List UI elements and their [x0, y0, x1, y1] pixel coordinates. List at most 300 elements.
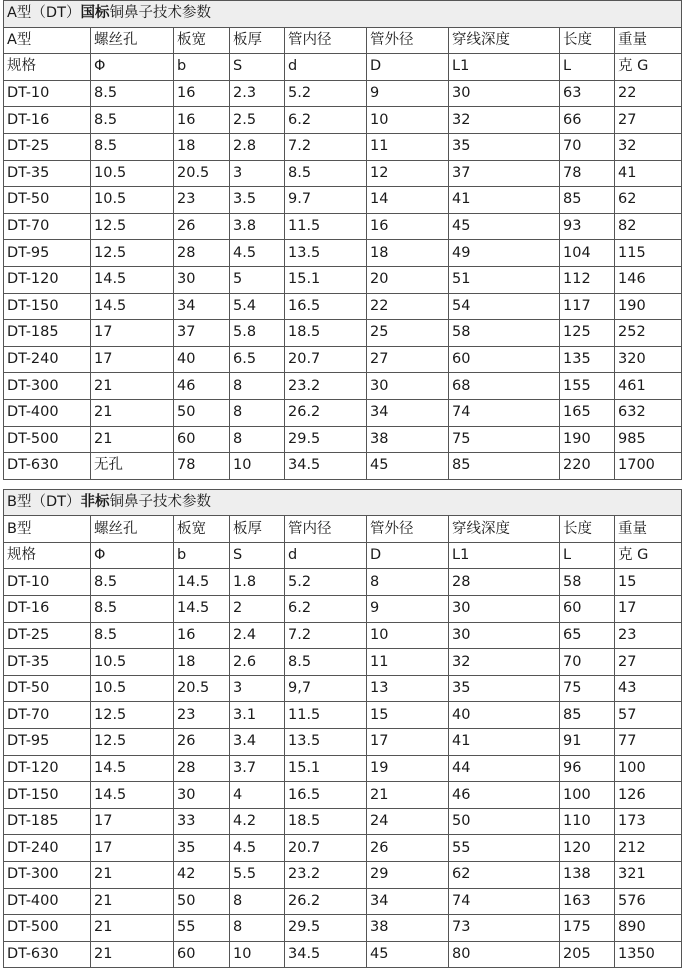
- table-cell: 34.5: [285, 941, 367, 968]
- table-cell: 75: [560, 675, 615, 702]
- table-cell: b: [174, 542, 230, 569]
- table-cell: 17: [91, 320, 174, 347]
- table-cell: 20.7: [285, 346, 367, 373]
- table-cell: 28: [174, 240, 230, 267]
- table-cell: 165: [560, 399, 615, 426]
- table-cell: 80: [449, 941, 560, 968]
- table-cell: 15.1: [285, 266, 367, 293]
- table-b-title-suffix: 铜鼻子技术参数: [109, 493, 211, 510]
- table-cell: DT-95: [4, 729, 91, 756]
- table-cell: 74: [449, 888, 560, 915]
- table-cell: 11.5: [285, 702, 367, 729]
- table-cell: 40: [449, 702, 560, 729]
- table-cell: 10: [230, 941, 285, 968]
- table-cell: 18.5: [285, 808, 367, 835]
- table-cell: 3: [230, 675, 285, 702]
- table-cell: 35: [449, 133, 560, 160]
- table-cell: 34: [367, 399, 449, 426]
- table-cell: 14.5: [174, 596, 230, 623]
- table-cell: 2.5: [230, 107, 285, 134]
- table-cell: 32: [449, 649, 560, 676]
- table-cell: DT-240: [4, 835, 91, 862]
- table-cell: 26: [174, 729, 230, 756]
- table-cell: L: [560, 542, 615, 569]
- symbol-row: [4, 54, 682, 81]
- table-cell: 50: [174, 399, 230, 426]
- table-cell: 43: [615, 675, 682, 702]
- table-cell: S: [230, 54, 285, 81]
- table-row: [4, 675, 682, 702]
- table-cell: 220: [560, 453, 615, 480]
- table-cell: 45: [367, 453, 449, 480]
- table-cell: 100: [615, 755, 682, 782]
- table-cell: 28: [449, 569, 560, 596]
- table-cell: 16: [174, 622, 230, 649]
- table-cell: 7.2: [285, 622, 367, 649]
- table-cell: DT-630: [4, 453, 91, 480]
- table-cell: 21: [91, 399, 174, 426]
- table-cell: 21: [91, 373, 174, 400]
- table-cell: 21: [91, 888, 174, 915]
- table-cell: 板宽: [174, 27, 230, 54]
- table-cell: 51: [449, 266, 560, 293]
- table-cell: 9.7: [285, 187, 367, 214]
- table-cell: 长度: [560, 27, 615, 54]
- table-cell: 管外径: [367, 27, 449, 54]
- table-cell: 8.5: [91, 622, 174, 649]
- table-cell: 管内径: [285, 516, 367, 543]
- table-cell: 14.5: [91, 266, 174, 293]
- table-cell: 2.8: [230, 133, 285, 160]
- table-cell: 17: [615, 596, 682, 623]
- table-cell: 104: [560, 240, 615, 267]
- table-cell: 58: [449, 320, 560, 347]
- table-cell: 54: [449, 293, 560, 320]
- table-cell: 9: [367, 596, 449, 623]
- table-cell: 板厚: [230, 27, 285, 54]
- table-cell: DT-35: [4, 160, 91, 187]
- table-cell: DT-120: [4, 266, 91, 293]
- table-cell: 40: [174, 346, 230, 373]
- table-row: [4, 622, 682, 649]
- table-cell: 13: [367, 675, 449, 702]
- table-cell: 4: [230, 782, 285, 809]
- table-cell: 125: [560, 320, 615, 347]
- table-cell: 8: [367, 569, 449, 596]
- table-cell: DT-400: [4, 888, 91, 915]
- table-cell: 17: [91, 835, 174, 862]
- table-cell: 576: [615, 888, 682, 915]
- table-cell: 3.7: [230, 755, 285, 782]
- table-cell: 85: [449, 453, 560, 480]
- table-cell: 58: [560, 569, 615, 596]
- header-row: [4, 27, 682, 54]
- table-cell: DT-25: [4, 622, 91, 649]
- table-cell: DT-35: [4, 649, 91, 676]
- table-cell: 8: [230, 915, 285, 942]
- table-cell: 112: [560, 266, 615, 293]
- table-cell: DT-95: [4, 240, 91, 267]
- table-cell: 16.5: [285, 782, 367, 809]
- table-row: [4, 107, 682, 134]
- table-cell: 22: [367, 293, 449, 320]
- table-cell: S: [230, 542, 285, 569]
- table-cell: 30: [449, 596, 560, 623]
- table-cell: 20: [367, 266, 449, 293]
- table-cell: 66: [560, 107, 615, 134]
- table-cell: 60: [174, 426, 230, 453]
- table-cell: 30: [367, 373, 449, 400]
- table-cell: DT-120: [4, 755, 91, 782]
- table-cell: 13.5: [285, 729, 367, 756]
- table-cell: 3.5: [230, 187, 285, 214]
- table-cell: 6.5: [230, 346, 285, 373]
- table-cell: 3.8: [230, 213, 285, 240]
- table-cell: 321: [615, 862, 682, 889]
- table-cell: 75: [449, 426, 560, 453]
- table-b-title-row: [4, 489, 682, 516]
- table-cell: 10: [367, 107, 449, 134]
- table-cell: 12.5: [91, 729, 174, 756]
- table-cell: 21: [91, 915, 174, 942]
- table-cell: 82: [615, 213, 682, 240]
- table-cell: 11: [367, 133, 449, 160]
- table-cell: 23: [615, 622, 682, 649]
- table-row: [4, 755, 682, 782]
- table-cell: 27: [367, 346, 449, 373]
- table-cell: 42: [174, 862, 230, 889]
- table-cell: 30: [449, 622, 560, 649]
- table-cell: 41: [449, 187, 560, 214]
- table-cell: DT-500: [4, 915, 91, 942]
- table-row: [4, 835, 682, 862]
- table-cell: 96: [560, 755, 615, 782]
- table-cell: 无孔: [91, 453, 174, 480]
- table-cell: 17: [367, 729, 449, 756]
- table-cell: 9,7: [285, 675, 367, 702]
- table-cell: 37: [174, 320, 230, 347]
- table-cell: 2.6: [230, 649, 285, 676]
- table-cell: 890: [615, 915, 682, 942]
- table-cell: DT-150: [4, 293, 91, 320]
- table-cell: 长度: [560, 516, 615, 543]
- table-b-title-nonstandard: 非标: [80, 493, 110, 510]
- table-cell: 93: [560, 213, 615, 240]
- table-cell: 4.5: [230, 835, 285, 862]
- table-cell: 2.4: [230, 622, 285, 649]
- table-cell: 重量: [615, 27, 682, 54]
- table-cell: 16.5: [285, 293, 367, 320]
- table-cell: 1350: [615, 941, 682, 968]
- symbol-row: [4, 542, 682, 569]
- table-cell: 65: [560, 622, 615, 649]
- table-cell: 16: [174, 80, 230, 107]
- table-cell: 3.1: [230, 702, 285, 729]
- table-cell: 49: [449, 240, 560, 267]
- table-cell: DT-25: [4, 133, 91, 160]
- table-cell: 30: [174, 782, 230, 809]
- table-row: [4, 346, 682, 373]
- table-cell: DT-16: [4, 107, 91, 134]
- table-row: [4, 453, 682, 480]
- table-cell: 2.3: [230, 80, 285, 107]
- table-cell: 18: [367, 240, 449, 267]
- table-cell: 23.2: [285, 373, 367, 400]
- table-cell: 78: [560, 160, 615, 187]
- table-cell: L: [560, 54, 615, 81]
- table-cell: 41: [615, 160, 682, 187]
- table-cell: 10.5: [91, 187, 174, 214]
- table-cell: 55: [449, 835, 560, 862]
- table-cell: 37: [449, 160, 560, 187]
- table-cell: 23.2: [285, 862, 367, 889]
- table-cell: 8: [230, 426, 285, 453]
- table-cell: 62: [449, 862, 560, 889]
- table-cell: Φ: [91, 54, 174, 81]
- table-a-title-suffix: 铜鼻子技术参数: [109, 5, 211, 22]
- table-cell: 螺丝孔: [91, 516, 174, 543]
- table-cell: 8.5: [91, 133, 174, 160]
- table-cell: 1700: [615, 453, 682, 480]
- table-row: [4, 888, 682, 915]
- table-b-title-prefix: B型（DT）: [7, 493, 81, 510]
- table-cell: 10.5: [91, 649, 174, 676]
- table-cell: 190: [615, 293, 682, 320]
- table-a-title-prefix: A型（DT）: [7, 5, 81, 22]
- table-cell: 32: [449, 107, 560, 134]
- table-gap: [0, 480, 683, 489]
- table-cell: DT-185: [4, 808, 91, 835]
- table-cell: 8: [230, 373, 285, 400]
- table-cell: 461: [615, 373, 682, 400]
- table-cell: 23: [174, 187, 230, 214]
- table-cell: 8: [230, 888, 285, 915]
- table-cell: 173: [615, 808, 682, 835]
- table-cell: 7.2: [285, 133, 367, 160]
- table-cell: DT-240: [4, 346, 91, 373]
- table-cell: 23: [174, 702, 230, 729]
- table-cell: 60: [174, 941, 230, 968]
- table-cell: 10.5: [91, 160, 174, 187]
- table-cell: 6.2: [285, 107, 367, 134]
- table-cell: 28: [174, 755, 230, 782]
- table-cell: 138: [560, 862, 615, 889]
- table-cell: D: [367, 542, 449, 569]
- table-cell: 26: [367, 835, 449, 862]
- table-cell: 117: [560, 293, 615, 320]
- table-cell: 34: [367, 888, 449, 915]
- table-a-body: [4, 1, 682, 480]
- table-cell: 14: [367, 187, 449, 214]
- table-cell: 252: [615, 320, 682, 347]
- table-cell: 30: [449, 80, 560, 107]
- table-cell: 120: [560, 835, 615, 862]
- table-cell: 板宽: [174, 516, 230, 543]
- table-cell: 21: [91, 941, 174, 968]
- table-cell: 20.7: [285, 835, 367, 862]
- table-row: [4, 320, 682, 347]
- table-row: [4, 80, 682, 107]
- table-cell: DT-630: [4, 941, 91, 968]
- table-cell: 14.5: [91, 293, 174, 320]
- table-cell: 5: [230, 266, 285, 293]
- table-row: [4, 187, 682, 214]
- table-cell: 16: [174, 107, 230, 134]
- table-cell: 克 G: [615, 54, 682, 81]
- table-cell: 5.2: [285, 80, 367, 107]
- table-cell: 10.5: [91, 675, 174, 702]
- table-cell: DT-70: [4, 213, 91, 240]
- table-cell: 34: [174, 293, 230, 320]
- table-cell: 30: [174, 266, 230, 293]
- table-cell: 320: [615, 346, 682, 373]
- table-cell: 穿线深度: [449, 516, 560, 543]
- table-cell: D: [367, 54, 449, 81]
- table-cell: 8.5: [285, 160, 367, 187]
- table-cell: 205: [560, 941, 615, 968]
- table-row: [4, 373, 682, 400]
- table-cell: 126: [615, 782, 682, 809]
- table-cell: 27: [615, 649, 682, 676]
- table-cell: 21: [91, 426, 174, 453]
- table-cell: 管外径: [367, 516, 449, 543]
- table-cell: 14.5: [174, 569, 230, 596]
- table-cell: 55: [174, 915, 230, 942]
- table-row: [4, 399, 682, 426]
- table-row: [4, 569, 682, 596]
- table-cell: DT-10: [4, 80, 91, 107]
- table-cell: 管内径: [285, 27, 367, 54]
- table-a-title: [4, 1, 682, 28]
- table-cell: 8: [230, 399, 285, 426]
- table-cell: 212: [615, 835, 682, 862]
- table-cell: 41: [449, 729, 560, 756]
- table-cell: 18: [174, 649, 230, 676]
- table-cell: 15: [615, 569, 682, 596]
- table-row: [4, 862, 682, 889]
- table-row: [4, 596, 682, 623]
- table-cell: 21: [367, 782, 449, 809]
- table-cell: 32: [615, 133, 682, 160]
- table-cell: 146: [615, 266, 682, 293]
- table-cell: 1.8: [230, 569, 285, 596]
- table-cell: 46: [174, 373, 230, 400]
- table-cell: 3.4: [230, 729, 285, 756]
- table-row: [4, 702, 682, 729]
- table-cell: 26: [174, 213, 230, 240]
- table-cell: 14.5: [91, 782, 174, 809]
- table-cell: 规格: [4, 54, 91, 81]
- table-cell: 5.2: [285, 569, 367, 596]
- table-cell: DT-50: [4, 187, 91, 214]
- table-cell: 6.2: [285, 596, 367, 623]
- table-cell: 5.8: [230, 320, 285, 347]
- table-cell: 60: [560, 596, 615, 623]
- table-cell: 63: [560, 80, 615, 107]
- table-cell: 45: [367, 941, 449, 968]
- table-cell: 10: [230, 453, 285, 480]
- table-a-standard-lugs: [3, 0, 682, 480]
- table-a-title-row: [4, 1, 682, 28]
- table-row: [4, 213, 682, 240]
- table-cell: DT-185: [4, 320, 91, 347]
- table-cell: 16: [367, 213, 449, 240]
- table-cell: DT-500: [4, 426, 91, 453]
- table-cell: 45: [449, 213, 560, 240]
- table-cell: d: [285, 542, 367, 569]
- table-row: [4, 293, 682, 320]
- table-a-title-standard: 国标: [80, 5, 110, 22]
- table-cell: 12: [367, 160, 449, 187]
- table-cell: 100: [560, 782, 615, 809]
- table-cell: 4.5: [230, 240, 285, 267]
- table-cell: 5.5: [230, 862, 285, 889]
- table-cell: 60: [449, 346, 560, 373]
- table-cell: 27: [615, 107, 682, 134]
- table-cell: 8.5: [91, 596, 174, 623]
- table-cell: 68: [449, 373, 560, 400]
- table-cell: DT-300: [4, 862, 91, 889]
- table-cell: 110: [560, 808, 615, 835]
- table-cell: 17: [91, 346, 174, 373]
- table-cell: 克 G: [615, 542, 682, 569]
- table-row: [4, 266, 682, 293]
- table-cell: 34.5: [285, 453, 367, 480]
- table-cell: 规格: [4, 542, 91, 569]
- table-cell: 2: [230, 596, 285, 623]
- table-cell: 62: [615, 187, 682, 214]
- table-cell: 8.5: [285, 649, 367, 676]
- table-cell: 50: [174, 888, 230, 915]
- table-cell: 135: [560, 346, 615, 373]
- table-cell: 20.5: [174, 160, 230, 187]
- table-cell: 44: [449, 755, 560, 782]
- table-cell: 13.5: [285, 240, 367, 267]
- table-cell: 632: [615, 399, 682, 426]
- table-row: [4, 649, 682, 676]
- table-cell: 35: [174, 835, 230, 862]
- table-cell: 11.5: [285, 213, 367, 240]
- table-cell: DT-400: [4, 399, 91, 426]
- table-row: [4, 160, 682, 187]
- table-cell: 26.2: [285, 399, 367, 426]
- table-cell: 3: [230, 160, 285, 187]
- table-cell: 22: [615, 80, 682, 107]
- table-cell: DT-50: [4, 675, 91, 702]
- table-cell: 15.1: [285, 755, 367, 782]
- table-cell: 175: [560, 915, 615, 942]
- table-cell: 重量: [615, 516, 682, 543]
- table-cell: 25: [367, 320, 449, 347]
- table-cell: 螺丝孔: [91, 27, 174, 54]
- table-cell: 57: [615, 702, 682, 729]
- table-cell: 9: [367, 80, 449, 107]
- table-cell: 78: [174, 453, 230, 480]
- table-cell: 35: [449, 675, 560, 702]
- table-cell: 38: [367, 915, 449, 942]
- table-cell: 77: [615, 729, 682, 756]
- table-cell: 12.5: [91, 702, 174, 729]
- table-cell: 74: [449, 399, 560, 426]
- table-cell: 24: [367, 808, 449, 835]
- table-cell: 穿线深度: [449, 27, 560, 54]
- table-row: [4, 782, 682, 809]
- table-cell: 14.5: [91, 755, 174, 782]
- table-cell: 8.5: [91, 569, 174, 596]
- table-cell: b: [174, 54, 230, 81]
- table-b-body: [4, 489, 682, 968]
- table-cell: 18: [174, 133, 230, 160]
